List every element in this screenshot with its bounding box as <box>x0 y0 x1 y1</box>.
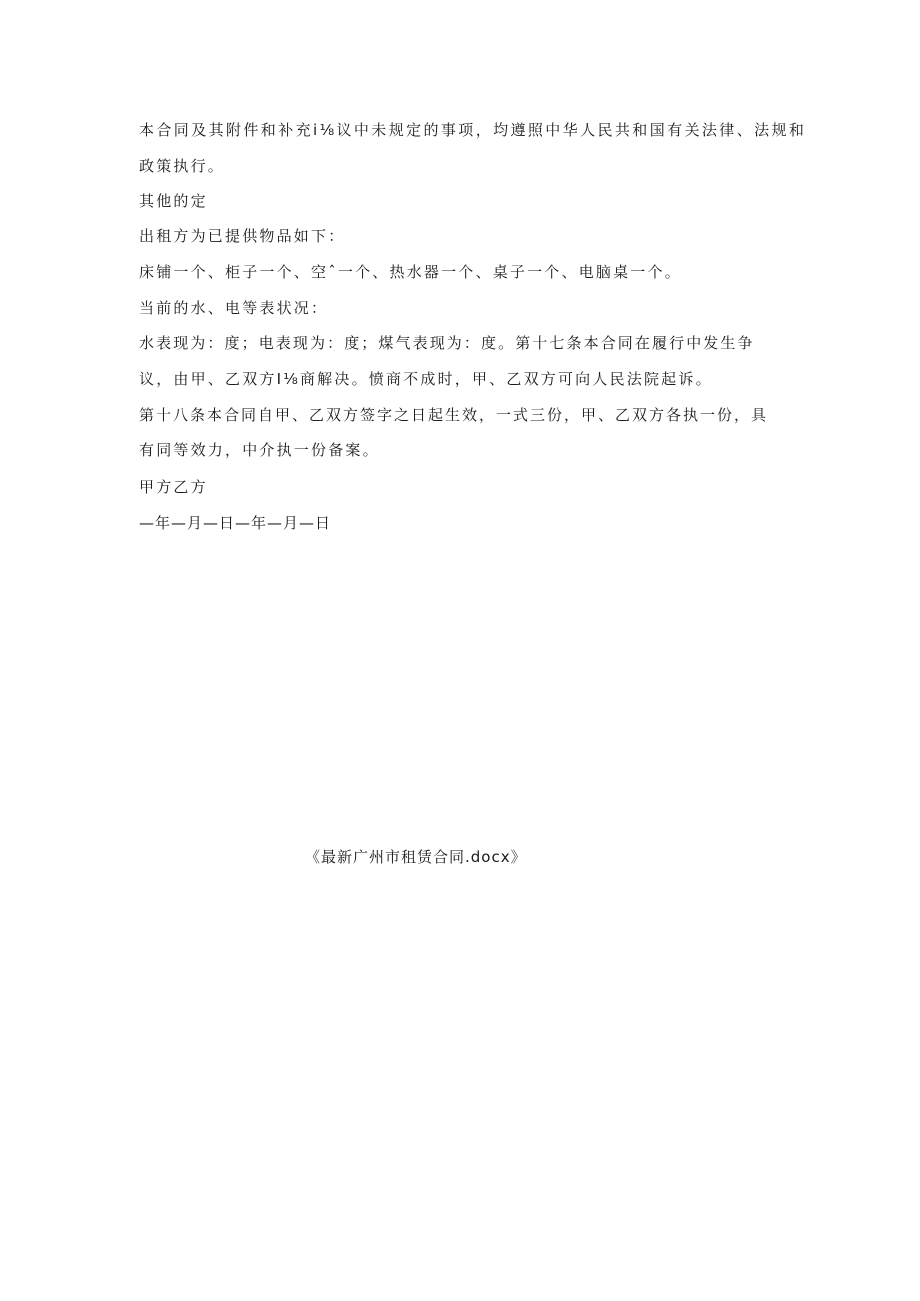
paragraph-line: 床铺一个、柜子一个、空ˆ一个、热水器一个、桌子一个、电脑桌一个。 <box>139 263 682 281</box>
paragraph-line: 政策执行。 <box>139 157 226 175</box>
paragraph-line: 当前的水、电等表状况： <box>139 299 329 317</box>
document-filename: 《最新广州市租赁合同.docx》 <box>305 848 527 866</box>
paragraph-line: 议，由甲、乙双方I⅛商解决。愤商不成时，甲、乙双方可向人民法院起诉。 <box>139 370 713 388</box>
paragraph-line: 第十八条本合同自甲、乙双方签字之日起生效，一式三份，甲、乙双方各执一份，具 <box>139 406 769 424</box>
signature-parties: 甲方乙方 <box>139 478 208 496</box>
paragraph-line: 本合同及其附件和补充i⅛议中未规定的事项，均遵照中华人民共和国有关法律、法规和 <box>139 121 807 139</box>
signature-date-line: —年—月—日—年—月—日 <box>139 514 332 532</box>
paragraph-line: 水表现为：度；电表现为：度；煤气表现为：度。第十七条本合同在履行中发生争 <box>139 334 755 352</box>
paragraph-line: 出租方为已提供物品如下： <box>139 227 346 245</box>
paragraph-line: 有同等效力，中介执一份备案。 <box>139 441 380 459</box>
paragraph-line: 其他的定 <box>139 192 208 210</box>
